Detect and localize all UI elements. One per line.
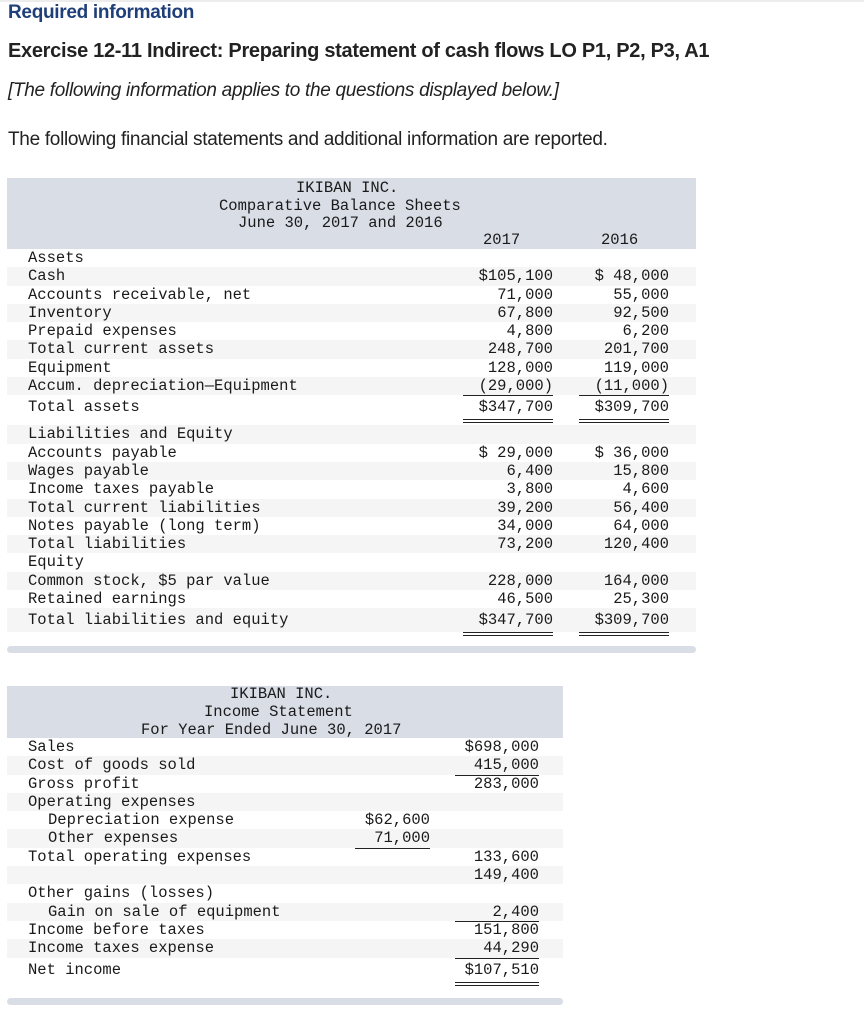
row-label: Income taxes expense <box>28 939 215 958</box>
table-row <box>7 811 563 829</box>
row-label: Cost of goods sold <box>28 756 196 775</box>
value-2017: 6,400 <box>506 461 553 480</box>
value-2017: 39,200 <box>497 498 553 517</box>
row-label: Total assets <box>28 398 140 417</box>
table-row <box>7 829 563 847</box>
row-label: Gain on sale of equipment <box>48 902 281 921</box>
table-row <box>7 848 563 866</box>
subtotal-value: $62,600 <box>364 811 430 830</box>
total-value: 149,400 <box>473 866 539 885</box>
row-label: Other expenses <box>48 829 179 848</box>
column-header-2016: 2016 <box>601 231 639 249</box>
row-label: Accounts receivable, net <box>28 285 252 304</box>
value-2017: 71,000 <box>497 285 553 304</box>
value-2017: $105,100 <box>478 267 553 286</box>
value-2017: $ 29,000 <box>478 443 553 462</box>
total-value: 44,290 <box>455 939 539 958</box>
row-label: Equipment <box>28 358 112 377</box>
table-row <box>7 322 696 340</box>
row-label: Accounts payable <box>28 443 177 462</box>
table-row <box>7 304 696 322</box>
total-value: 133,600 <box>455 848 539 867</box>
income-statement-scrollbar[interactable] <box>7 998 563 1005</box>
row-label: Cash <box>28 267 66 286</box>
table-row <box>7 267 696 285</box>
value-2017: 228,000 <box>487 571 553 590</box>
balance-sheet-rows <box>7 249 696 632</box>
row-label: Other gains (losses) <box>28 884 215 903</box>
value-2017: 73,200 <box>497 535 553 554</box>
table-row <box>7 903 563 921</box>
balance-sheet-header <box>7 178 696 249</box>
table-row <box>7 535 696 553</box>
income-statement-rows <box>7 738 563 982</box>
value-2017: 46,500 <box>463 590 553 609</box>
total-value: $698,000 <box>464 738 539 756</box>
row-label: Total current assets <box>28 340 215 359</box>
table-row <box>7 249 696 267</box>
value-2016: 56,400 <box>613 498 669 517</box>
table-row <box>7 775 563 793</box>
value-2016: $ 36,000 <box>594 443 669 462</box>
table-row <box>7 499 696 517</box>
statement-date: June 30, 2017 and 2016 <box>238 214 443 232</box>
table-row <box>7 921 563 939</box>
table-row <box>7 340 696 358</box>
table-row <box>7 462 696 480</box>
column-header-2017: 2017 <box>483 231 521 249</box>
value-2016: 55,000 <box>613 285 669 304</box>
value-2016: 15,800 <box>613 461 669 480</box>
value-2016: $309,700 <box>579 608 669 636</box>
row-label: Operating expenses <box>28 792 196 811</box>
row-label: Sales <box>28 738 75 756</box>
table-row <box>7 377 696 395</box>
value-2016: 119,000 <box>603 358 669 377</box>
value-2016: 6,200 <box>579 322 669 341</box>
row-label: Total current liabilities <box>28 498 261 517</box>
value-2017: 3,800 <box>463 480 553 499</box>
value-2017: 128,000 <box>487 358 553 377</box>
row-label: Accum. depreciation—Equipment <box>28 377 298 396</box>
row-label: Gross profit <box>28 774 140 793</box>
exercise-title: Exercise 12-11 Indirect: Preparing statement of cash flows LO P1, P2, P3, A1 <box>8 40 710 62</box>
row-label: Depreciation expense <box>48 811 235 830</box>
table-row <box>7 395 696 419</box>
total-value: $107,510 <box>455 958 539 986</box>
balance-sheet-scrollbar[interactable] <box>7 646 696 653</box>
table-row <box>7 590 696 608</box>
required-information-heading: Required information <box>8 2 195 23</box>
value-2017: 4,800 <box>463 322 553 341</box>
total-value: 151,800 <box>473 920 539 939</box>
table-row <box>7 480 696 498</box>
value-2016: 92,500 <box>613 303 669 322</box>
row-label: Liabilities and Equity <box>28 425 233 444</box>
value-2017: $347,700 <box>463 395 553 423</box>
table-row <box>7 738 563 756</box>
table-row <box>7 866 563 884</box>
table-row <box>7 572 696 590</box>
intro-text: The following financial statements and additional information are reported. <box>8 129 608 150</box>
row-label: Prepaid expenses <box>28 322 177 341</box>
row-label: Assets <box>28 249 84 267</box>
table-row <box>7 884 563 902</box>
table-row <box>7 756 563 774</box>
row-label: Retained earnings <box>28 590 187 609</box>
table-row <box>7 444 696 462</box>
value-2016: 164,000 <box>603 571 669 590</box>
value-2016: $ 48,000 <box>594 267 669 286</box>
income-statement-table <box>7 686 563 982</box>
table-row <box>7 425 696 443</box>
table-row <box>7 553 696 571</box>
value-2017: 248,700 <box>487 340 553 359</box>
income-statement-header <box>7 686 563 738</box>
row-label: Total liabilities <box>28 535 187 554</box>
value-2016: 25,300 <box>579 590 669 609</box>
statement-title: Income Statement <box>204 703 353 721</box>
instruction-note: [The following information applies to the questions displayed below.] <box>8 80 559 101</box>
row-label: Inventory <box>28 303 112 322</box>
table-row <box>7 359 696 377</box>
subtotal-value: 71,000 <box>355 829 430 848</box>
statement-date: For Year Ended June 30, 2017 <box>141 721 402 739</box>
table-row <box>7 286 696 304</box>
total-value: 283,000 <box>473 774 539 793</box>
value-2017: 67,800 <box>497 303 553 322</box>
table-row <box>7 958 563 982</box>
total-value: 415,000 <box>455 756 539 775</box>
company-name: IKIBAN INC. <box>230 685 333 703</box>
row-label: Common stock, $5 par value <box>28 571 270 590</box>
table-row <box>7 517 696 535</box>
value-2016: 64,000 <box>579 517 669 536</box>
total-value: 2,400 <box>455 903 539 922</box>
value-2017: $347,700 <box>463 608 553 636</box>
value-2016: (11,000) <box>579 377 669 396</box>
value-2016: 120,400 <box>603 535 669 554</box>
row-label: Total liabilities and equity <box>28 611 289 630</box>
row-label: Net income <box>28 960 122 979</box>
statement-title: Comparative Balance Sheets <box>219 197 461 215</box>
balance-sheet-table <box>7 178 696 632</box>
table-row <box>7 793 563 811</box>
row-label: Wages payable <box>28 461 149 480</box>
value-2017: 34,000 <box>463 517 553 536</box>
row-label: Total operating expenses <box>28 847 252 866</box>
row-label: Equity <box>28 553 84 572</box>
company-name: IKIBAN INC. <box>296 179 399 197</box>
table-row <box>7 939 563 957</box>
row-label: Notes payable (long term) <box>28 516 261 535</box>
row-label: Income before taxes <box>28 920 205 939</box>
value-2016: $309,700 <box>579 395 669 423</box>
value-2017: (29,000) <box>463 377 553 396</box>
value-2016: 4,600 <box>579 480 669 499</box>
value-2016: 201,700 <box>603 340 669 359</box>
row-label: Income taxes payable <box>28 480 215 499</box>
table-row <box>7 608 696 632</box>
